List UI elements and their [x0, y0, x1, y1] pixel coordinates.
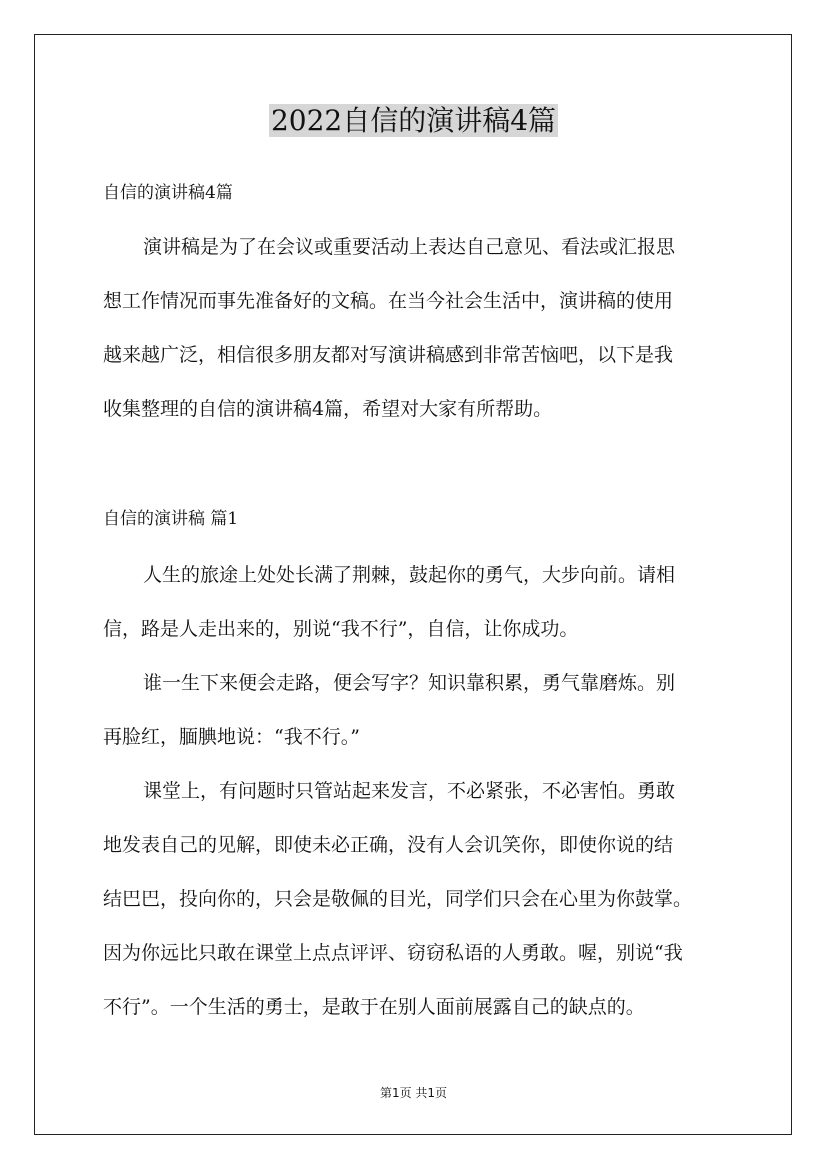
- intro-line: 收集整理的自信的演讲稿4篇，希望对大家有所帮助。: [103, 398, 553, 420]
- paragraph-line: 再脸红，腼腆地说：“我不行。”: [103, 726, 360, 748]
- section-paragraph-1: [103, 548, 731, 656]
- paragraph-line: 课堂上，有问题时只管站起来发言，不必紧张，不必害怕。勇敢: [143, 780, 676, 802]
- intro-line: 越来越广泛，相信很多朋友都对写演讲稿感到非常苦恼吧，以下是我: [103, 344, 674, 366]
- paragraph-line: 人生的旅途上处处长满了荆棘，鼓起你的勇气，大步向前。请相: [143, 564, 676, 586]
- section-paragraph-3: [103, 764, 731, 1034]
- section-heading: 自信的演讲稿 篇1: [103, 509, 239, 529]
- intro-line: 演讲稿是为了在会议或重要活动上表达自己意见、看法或汇报思: [143, 236, 676, 258]
- document-title-text: 2022自信的演讲稿4篇: [270, 104, 557, 137]
- paragraph-line: 因为你远比只敢在课堂上点点评评、窃窃私语的人勇敢。喔，别说“我: [103, 942, 683, 964]
- paragraph-line: 信，路是人走出来的，别说“我不行”，自信，让你成功。: [103, 618, 579, 640]
- document-title: [0, 101, 827, 141]
- paragraph-line: 地发表自己的见解，即使未必正确，没有人会讥笑你，即使你说的结: [103, 834, 674, 856]
- section-paragraph-2: [103, 656, 731, 764]
- paragraph-line: 结巴巴，投向你的，只会是敬佩的目光，同学们只会在心里为你鼓掌。: [103, 888, 693, 910]
- paragraph-line: 谁一生下来便会走路，便会写字？知识靠积累，勇气靠磨炼。别: [143, 672, 676, 694]
- page-footer: 第1页 共1页: [379, 1086, 448, 1100]
- document-subtitle: 自信的演讲稿4篇: [103, 183, 233, 203]
- intro-paragraph: [103, 220, 731, 436]
- intro-line: 想工作情况而事先准备好的文稿。在当今社会生活中，演讲稿的使用: [103, 290, 674, 312]
- paragraph-line: 不行”。一个生活的勇士，是敢于在别人面前展露自己的缺点的。: [103, 996, 645, 1018]
